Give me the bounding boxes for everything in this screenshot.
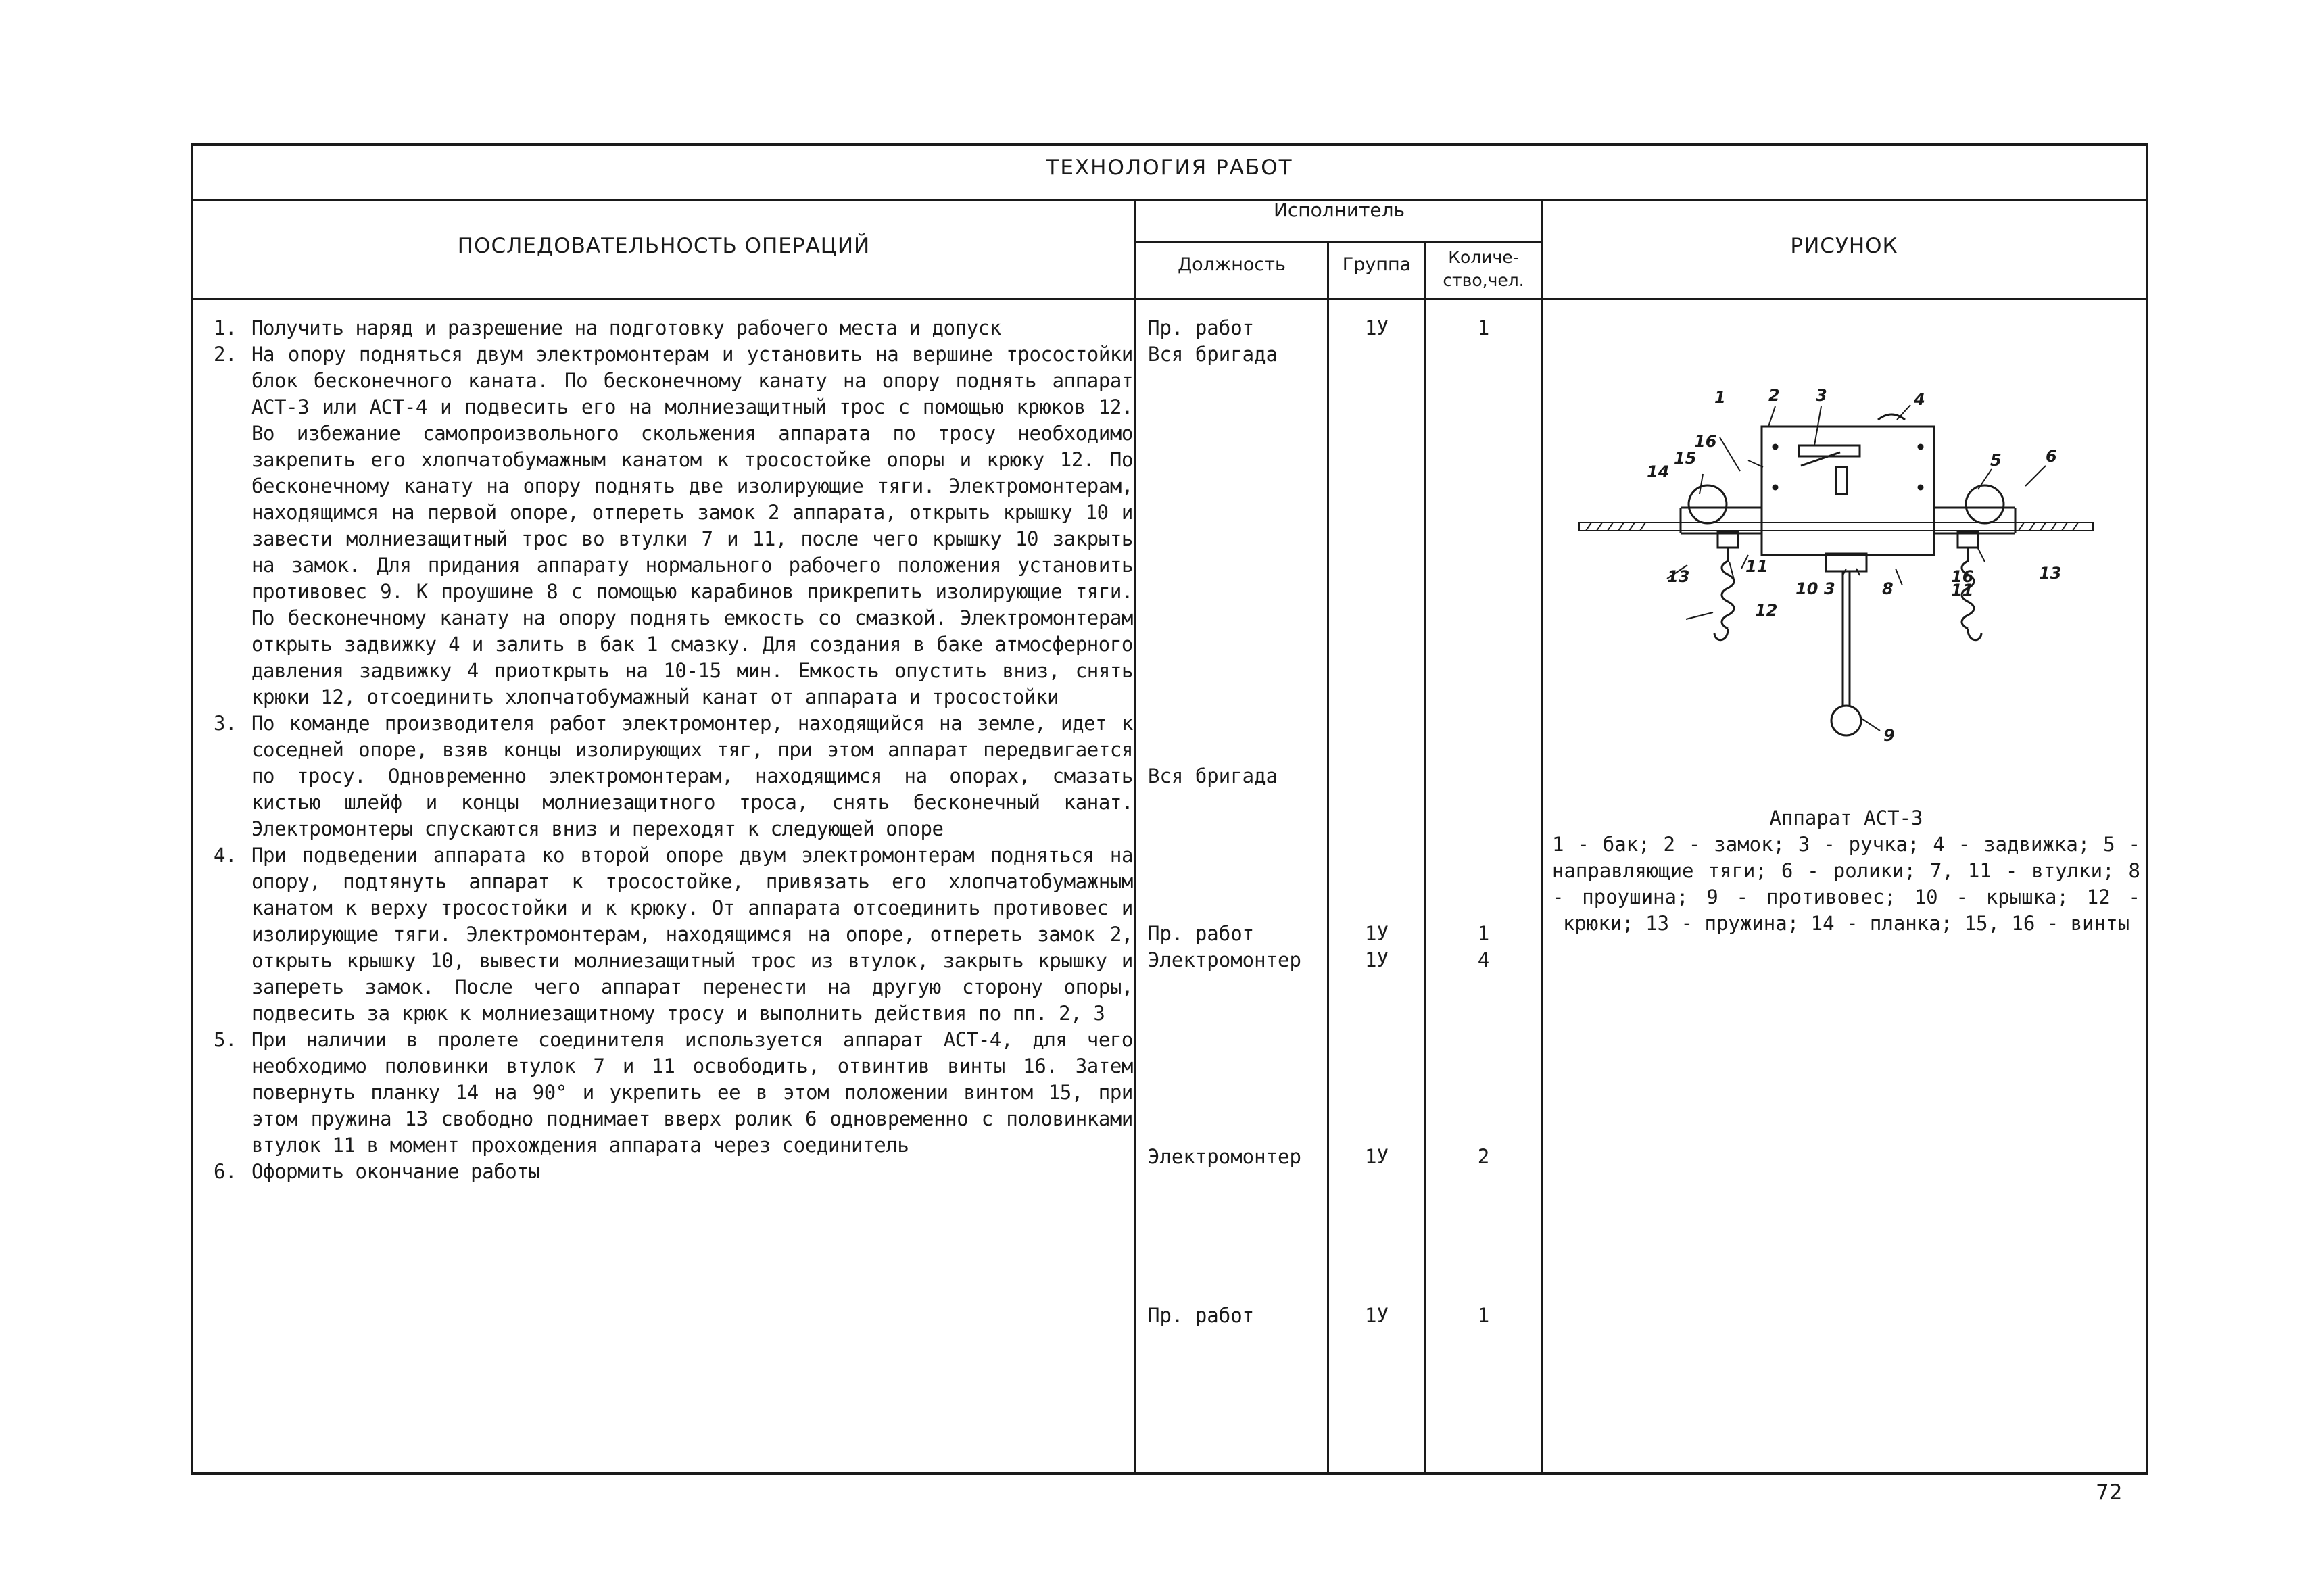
assignment-position: Вся бригада bbox=[1148, 765, 1278, 788]
handle bbox=[1799, 445, 1860, 456]
column-divider-figure bbox=[1541, 199, 1543, 1472]
figure-legend: 1 - бак; 2 - замок; 3 - ручка; 4 - задвижка; 5 - направляющие тяги; 6 - ролики; 7, 11 - втулки; 8 - проушина; 9 - противовес; 10 - крышка; 12 - крюки; 13 - пружина; 14 - планка; 15, 16 - винты bbox=[1552, 833, 2140, 935]
assignment-position: Электромонтер bbox=[1148, 1145, 1301, 1168]
column-divider-sequence bbox=[1134, 199, 1136, 1472]
quantity-header bbox=[1426, 246, 1541, 292]
assignment-position: Пр. работ bbox=[1148, 922, 1255, 945]
operation-item bbox=[214, 315, 1133, 341]
operation-number: 5. bbox=[214, 1028, 237, 1051]
figure-label: 3 bbox=[1816, 386, 1827, 405]
group-header: Группа bbox=[1342, 254, 1412, 275]
operation-item bbox=[214, 710, 1133, 842]
figure-label: 16 bbox=[1951, 567, 1974, 586]
operations-list bbox=[214, 315, 1133, 1185]
header-divider bbox=[193, 298, 2146, 300]
operation-item bbox=[214, 842, 1133, 1027]
figure-label: 12 bbox=[1755, 601, 1778, 620]
table-title: ТЕХНОЛОГИЯ РАБОТ bbox=[1046, 155, 1293, 180]
right-guide bbox=[1934, 485, 2015, 640]
figure-label: 16 bbox=[1694, 432, 1717, 451]
counterweight-rod bbox=[1843, 571, 1850, 706]
lock bbox=[1801, 452, 1847, 494]
figure-caption: Аппарат АСТ-3 bbox=[1769, 806, 1923, 829]
figure-label: 5 bbox=[1990, 451, 2002, 470]
operation-number: 6. bbox=[214, 1160, 237, 1183]
assignment-group: 1У bbox=[1365, 1304, 1389, 1327]
figure-label: 6 bbox=[2046, 447, 2057, 466]
operation-text: На опору подняться двум электромонтерам и установить на вершине тросостойки блок бесконечного каната. По бесконечному канату на опору поднять аппарат АСТ-3 или АСТ-4 и подвесить его на молниезащитный трос с помощью крюков 12. Во избежание самопроизвольного скольжения аппарата по тросу необходимо закрепить его хлопчатобумажным канатом к тросостойке опоры и крюку 12. По бесконечному канату на опору поднять две изолирующие тяги. Электромонтерам, находящимся на первой опоре, отпереть замок 2 аппарата, открыть крышку 10 и завести молниезащитный трос во втулки 7 и 11, после чего крышку 10 закрыть на замок. Для придания аппарату нормального рабочего положения установить противовес 9. К проушине 8 с помощью карабинов прикрепить изолирующие тяги. По бесконечному канату на опору поднять емкость со смазкой. Электромонтерам открыть задвижку 4 и залить в бак 1 смазку. Для создания в баке атмосферного давления задвижку 4 приоткрыть на 10-15 мин. Емкость опустить вниз, снять крюки 12, отсоединить хлопчатобумажный канат от аппарата и тросостойки bbox=[251, 343, 1133, 708]
quantity-header-line2: ство,чел. bbox=[1443, 270, 1524, 290]
figure-label: 13 bbox=[1667, 567, 1690, 586]
chain-left bbox=[1722, 548, 1734, 629]
assignment-quantity: 2 bbox=[1477, 1145, 1490, 1168]
assignment-group: 1У bbox=[1365, 948, 1389, 971]
figure-labels bbox=[1647, 386, 2061, 745]
figure-label: 9 bbox=[1883, 726, 1895, 745]
operation-item bbox=[214, 1159, 1133, 1185]
operation-text: Получить наряд и разрешение на подготовку рабочего места и допуск bbox=[251, 316, 1001, 339]
operation-number: 1. bbox=[214, 316, 237, 339]
assignment-group: 1У bbox=[1365, 316, 1389, 339]
operation-text: При подведении аппарата ко второй опоре двум электромонтерам подняться на опору, подтянуть аппарат к тросостойке, привязать его хлопчатобумажным канатом к верху тросостойки и к крюку. От аппарата отсоединить противовес и изолирующие тяги. Электромонтерам, находящимся на опоре, отпереть замок 2, открыть крышку 10, вывести молниезащитный трос из втулок, закрыть крышку и запереть замок. После чего аппарат перенести на другую сторону опоры, подвесить за крюк к молниезащитному тросу и выполнить действия по пп. 2, 3 bbox=[251, 844, 1133, 1025]
figure-label: 10 bbox=[1795, 579, 1818, 598]
assignment-position: Пр. работ bbox=[1148, 1304, 1255, 1327]
hook-right bbox=[1968, 629, 1981, 640]
figure-label: 13 bbox=[2039, 564, 2062, 583]
figure-label: 1 bbox=[1714, 388, 1726, 407]
assignment-group: 1У bbox=[1365, 922, 1389, 945]
quantity-header-line1: Количе- bbox=[1448, 247, 1519, 267]
operation-text: По команде производителя работ электромонтер, находящийся на земле, идет к соседней опоре, взяв концы изолирующих тяг, при этом аппарат передвигается по тросу. Одновременно электромонтерам, находящимся на опорах, смазать кистью шлейф и концы молниезащитного троса, снять бесконечный канат. Электромонтеры спускаются вниз и переходят к следующей опоре bbox=[251, 712, 1133, 840]
figure-label: 14 bbox=[1647, 462, 1670, 481]
figure-label: 15 bbox=[1674, 449, 1697, 468]
operation-number: 2. bbox=[214, 343, 237, 366]
figure-label: 11 bbox=[1745, 557, 1768, 576]
work-technology-table bbox=[191, 143, 2148, 1475]
figure-label: 3 bbox=[1824, 579, 1835, 598]
roller-left bbox=[1689, 485, 1727, 523]
assignment-quantity: 1 bbox=[1477, 922, 1490, 945]
column-divider-position bbox=[1327, 241, 1329, 1472]
page-number: 72 bbox=[2096, 1480, 2123, 1505]
assignment-quantity: 1 bbox=[1477, 1304, 1490, 1327]
operation-number: 3. bbox=[214, 712, 237, 735]
figure-label: 11 bbox=[1951, 581, 1974, 600]
operation-text: При наличии в пролете соединителя используется аппарат АСТ-4, для чего необходимо половинки втулок 7 и 11 освободить, отвинтив винты 16. Затем повернуть планку 14 на 90° и укрепить ее в этом положении винтом 15, при этом пружина 13 свободно поднимает вверх ролик 6 одновременно с половинками втулок 11 в момент прохождения аппарата через соединитель bbox=[251, 1028, 1133, 1157]
figure-label: 2 bbox=[1768, 386, 1780, 405]
assignment-quantity: 4 bbox=[1477, 948, 1490, 971]
executor-header: Исполнитель bbox=[1273, 199, 1405, 221]
assignment-position: Пр. работ bbox=[1148, 316, 1255, 339]
roller-right bbox=[1966, 485, 2004, 523]
ast3-apparatus-drawing bbox=[1572, 379, 2100, 758]
assignment-group: 1У bbox=[1365, 1145, 1389, 1168]
figure-header: РИСУНОК bbox=[1790, 234, 1898, 258]
operation-number: 4. bbox=[214, 844, 237, 867]
operation-item bbox=[214, 1027, 1133, 1159]
position-header: Должность bbox=[1178, 254, 1286, 275]
column-divider-group bbox=[1424, 241, 1426, 1472]
figure-label: 8 bbox=[1882, 579, 1894, 598]
counterweight bbox=[1831, 706, 1861, 735]
hook-left bbox=[1714, 629, 1728, 640]
assignment-position: Вся бригада bbox=[1148, 343, 1278, 366]
assignment-position: Электромонтер bbox=[1148, 948, 1301, 971]
operation-text: Оформить окончание работы bbox=[251, 1160, 540, 1183]
sequence-header: ПОСЛЕДОВАТЕЛЬНОСТЬ ОПЕРАЦИЙ bbox=[457, 234, 871, 258]
operation-item bbox=[214, 341, 1133, 710]
executor-divider bbox=[1134, 241, 1542, 243]
figure-label: 4 bbox=[1914, 390, 1925, 409]
assignment-quantity: 1 bbox=[1477, 316, 1490, 339]
